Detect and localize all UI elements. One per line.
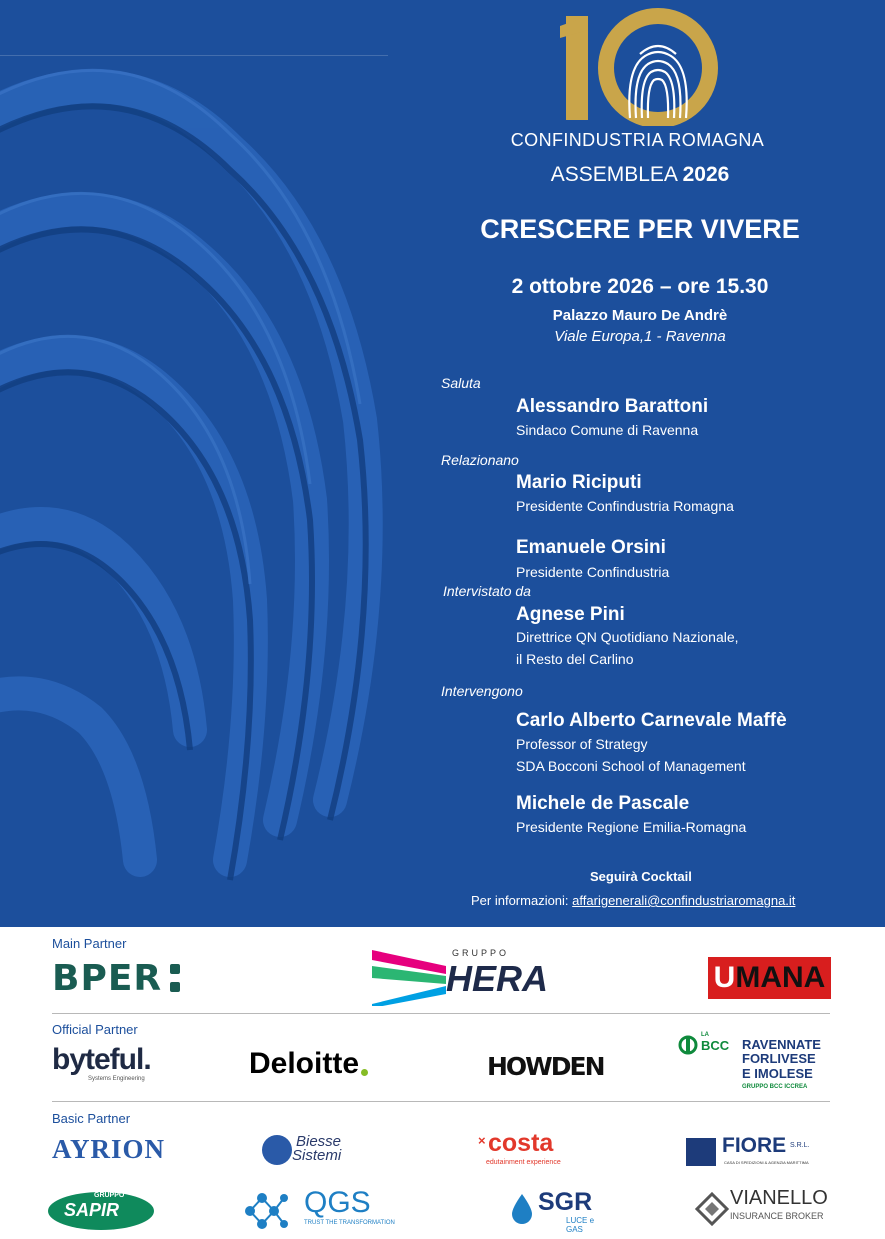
vianello-logo [695, 1185, 835, 1233]
speaker-name: Michele de Pascale [516, 793, 690, 814]
umana-u: U [713, 961, 736, 994]
deloitte-wordmark: Deloitte [249, 1047, 360, 1080]
speaker-role: Presidente Regione Emilia-Romagna [516, 819, 747, 835]
ayrion-wordmark: AYRION [52, 1133, 166, 1164]
decorative-rule [0, 55, 388, 56]
qgs-logo [240, 1186, 412, 1236]
vianello-diamond-icon [695, 1192, 729, 1226]
event-date-time: 2 ottobre 2026 – ore 15.30 [511, 275, 769, 298]
biesse-circle-icon [262, 1135, 292, 1165]
qgs-network-icon [240, 1186, 296, 1236]
biesse-line1: Biesse [296, 1133, 342, 1150]
howden-logo [487, 1052, 604, 1080]
organization-name: CONFINDUSTRIA ROMAGNA [510, 130, 765, 150]
speaker-role: Presidente Confindustria [516, 564, 670, 580]
speaker-name: Emanuele Orsini [516, 537, 666, 558]
info-line [471, 893, 795, 908]
sapir-wordmark: SAPIR [64, 1200, 120, 1220]
biesse-logo [262, 1131, 366, 1169]
eagle-emblem-background [0, 0, 440, 927]
speaker-name: Alessandro Barattoni [516, 396, 709, 417]
confindustria-10-logo [560, 8, 720, 126]
deloitte-logo [249, 1046, 368, 1082]
costa-subtitle: edutainment experience [486, 1159, 561, 1166]
umana-logo [708, 957, 831, 999]
section-relazionano: Relazionano [441, 452, 519, 468]
event-venue: Palazzo Mauro De Andrè [552, 307, 728, 324]
fiore-logo [686, 1134, 836, 1170]
costa-logo [478, 1129, 572, 1171]
fiore-square-icon [686, 1138, 716, 1166]
fiore-srl: S.R.L. [790, 1142, 810, 1149]
speaker-role: Direttrice QN Quotidiano Nazionale, [516, 629, 739, 645]
fiore-wordmark: FIORE [722, 1134, 787, 1157]
bcc-leaf-icon [678, 1034, 698, 1056]
hera-wordmark: HERA [446, 958, 549, 999]
bcc-la: LA [701, 1032, 709, 1038]
assembly-label: ASSEMBLEA [550, 163, 677, 186]
qgs-wordmark: QGS [304, 1186, 371, 1219]
bcc-line1: RAVENNATE [742, 1037, 821, 1052]
vianello-subtitle: INSURANCE BROKER [730, 1211, 824, 1221]
main-partner-title: Main Partner [52, 936, 127, 951]
hera-group-label: GRUPPO [452, 948, 510, 958]
howden-wordmark: HOWDEN [487, 1051, 604, 1081]
sapir-logo [48, 1188, 156, 1232]
vianello-wordmark: VIANELLO [730, 1187, 828, 1209]
bper-logo [52, 958, 180, 998]
byteful-subtitle: Systems Engineering [88, 1076, 145, 1082]
umana-wordmark: MANA [735, 961, 826, 994]
anniversary-10-icon [560, 8, 720, 126]
bcc-wordmark: BCC [701, 1038, 730, 1053]
costa-wordmark: costa [488, 1129, 554, 1157]
bcc-logo [678, 1032, 834, 1096]
hera-logo [370, 948, 549, 1006]
sgr-logo [510, 1188, 602, 1234]
speaker-name: Mario Riciputi [516, 472, 642, 493]
deloitte-dot-icon [361, 1069, 368, 1076]
bper-wordmark: BPER [52, 957, 163, 999]
costa-x-icon: × [478, 1133, 486, 1148]
info-label: Per informazioni: [471, 893, 569, 908]
sgr-drop-icon [510, 1192, 534, 1226]
basic-partner-title: Basic Partner [52, 1111, 131, 1126]
divider [52, 1013, 830, 1014]
sapir-group: GRUPPO [94, 1192, 125, 1199]
info-email-link[interactable]: affarigenerali@confindustriaromagna.it [572, 893, 796, 908]
official-partner-title: Official Partner [52, 1022, 138, 1037]
biesse-line2: Sistemi [292, 1147, 342, 1164]
sgr-subtitle: LUCE e GAS [566, 1216, 595, 1234]
speaker-role-line2: il Resto del Carlino [516, 651, 634, 667]
ayrion-logo [52, 1134, 165, 1164]
section-intervistato: Intervistato da [443, 583, 531, 599]
divider [52, 1101, 830, 1102]
speaker-name: Agnese Pini [516, 604, 625, 625]
event-headline: CRESCERE PER VIVERE [480, 214, 800, 244]
byteful-wordmark: byteful. [52, 1043, 151, 1076]
assembly-title [440, 163, 840, 187]
bper-dots-icon [170, 964, 180, 992]
bcc-line2: FORLIVESE [742, 1051, 816, 1066]
section-intervengono: Intervengono [441, 683, 523, 699]
qgs-subtitle: TRUST THE TRANSFORMATION [304, 1220, 395, 1226]
assembly-year: 2026 [682, 163, 730, 186]
speaker-role: Sindaco Comune di Ravenna [516, 422, 699, 438]
bcc-group: GRUPPO BCC ICCREA [742, 1084, 808, 1090]
section-saluta: Saluta [441, 375, 481, 391]
fiore-subtitle: CASA DI SPEDIZIONI & AGENZIA MARITTIMA [724, 1160, 809, 1165]
speaker-role-line2: SDA Bocconi School of Management [516, 758, 746, 774]
speaker-role: Professor of Strategy [516, 736, 648, 752]
hera-stripes-icon [370, 948, 450, 1006]
speaker-name: Carlo Alberto Carnevale Maffè [516, 710, 787, 731]
sgr-wordmark: SGR [538, 1188, 593, 1216]
cocktail-note: Seguirà Cocktail [590, 869, 692, 884]
speaker-role: Presidente Confindustria Romagna [516, 498, 734, 514]
event-address: Viale Europa,1 - Ravenna [554, 328, 726, 345]
byteful-logo [52, 1044, 162, 1088]
bcc-line3: E IMOLESE [742, 1066, 813, 1081]
